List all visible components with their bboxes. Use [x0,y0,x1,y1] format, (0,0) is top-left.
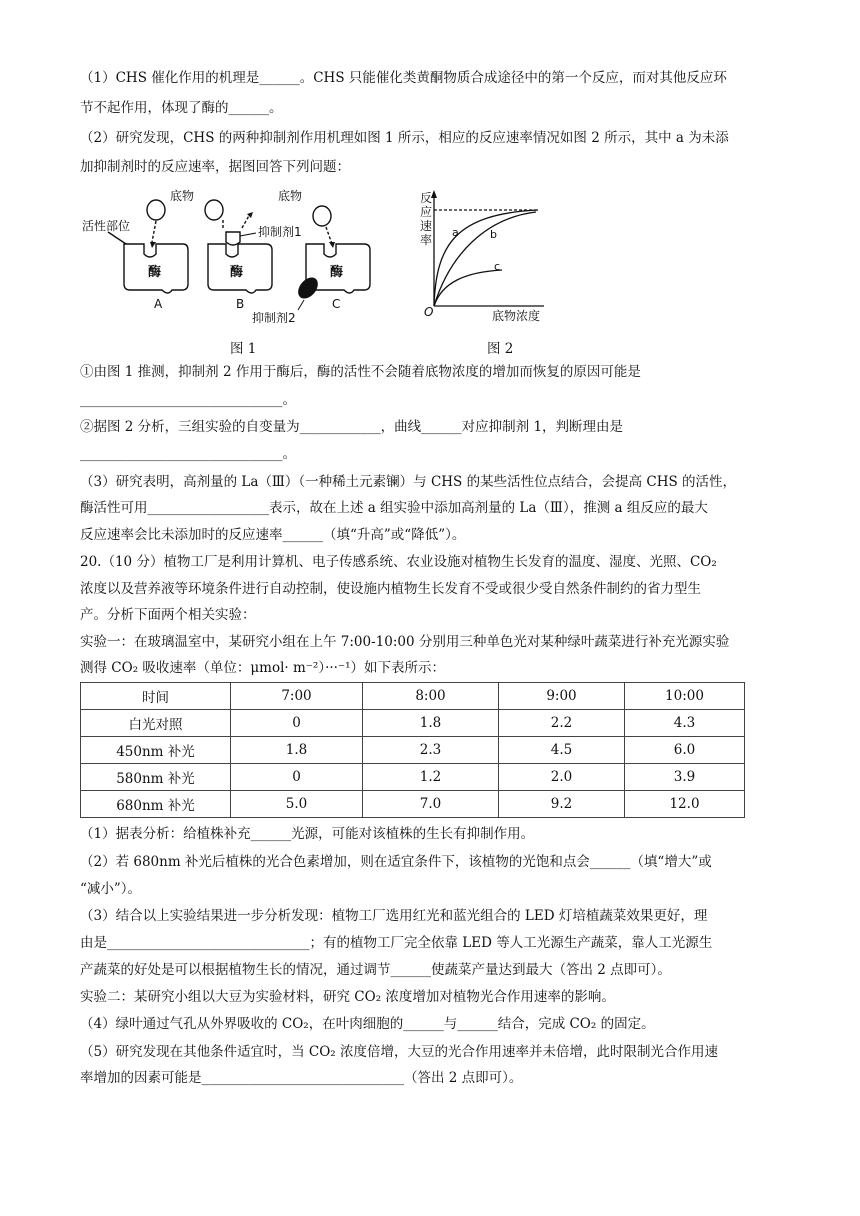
q19-part2-line2: 加抑制剂时的反应速率，据图回答下列问题： [80,159,350,175]
label-enzyme-c: 酶 [330,265,344,280]
q19-sub2-line1: ②据图 2 分析，三组实验的自变量为____________，曲线______对应抑制剂 1，判断理由是 [80,419,624,435]
q20-q2-line2: “减小”）。 [80,881,142,897]
table-cell: 2.3 [363,737,499,764]
label-inhibitor-1: 抑制剂1 [258,225,302,239]
xlabel: 底物浓度 [492,309,541,323]
table-cell: 1.8 [231,737,363,764]
q19-sub2-line2: ______________________________。 [80,446,296,462]
q20-q1: （1）据表分析：给植株补充______光源，可能对该植株的生长有抑制作用。 [80,826,535,842]
label-enzyme-b: 酶 [230,265,244,280]
substrate-c [313,206,331,226]
co2-absorption-table [80,682,745,818]
label-c: C [332,297,341,311]
figure-2-rate-graph [416,184,556,324]
curve-c [434,270,502,306]
curve-a-label: a [452,226,459,239]
table-row [81,710,745,737]
q20-q4: （4）绿叶通过气孔从外界吸收的 CO₂，在叶肉细胞的______与______结合，完成 CO₂ 的固定。 [80,1016,655,1032]
figure-2-caption: 图 2 [487,341,514,357]
table-header-row [81,683,745,710]
table-cell: 1.2 [363,764,499,791]
ylabel-char-3: 速 [420,219,433,233]
table-cell: 9.2 [499,791,625,818]
table-row-label: 白光对照 [81,710,231,737]
q19-part1-line1: （1）CHS 催化作用的机理是______。CHS 只能催化类黄酮物质合成途径中的第一个反应，而对其他反应环 [80,70,727,86]
table-row-label: 450nm 补光 [81,737,231,764]
ylabel-char-4: 率 [420,233,433,247]
table-cell: 2.2 [499,710,625,737]
inhibitor-2-shape [294,274,322,303]
q20-q5-line2: 率增加的因素可能是______________________________（答出 2 点即可）。 [80,1070,523,1086]
table-cell: 4.5 [499,737,625,764]
q20-exp2: 实验二：某研究小组以大豆为实验材料，研究 CO₂ 浓度增加对植物光合作用速率的影响。 [80,989,615,1005]
q19-part3-line2: 酶活性可用__________________表示，故在上述 a 组实验中添加高剂量的 La（Ⅲ），推测 a 组反应的最大 [80,500,708,516]
label-active-site: 活性部位 [82,219,131,233]
table-row [81,764,745,791]
table-cell: 5.0 [231,791,363,818]
q20-intro-line1: 20.（10 分）植物工厂是利用计算机、电子传感系统、农业设施对植物生长发育的温度、湿度、光照、CO₂ [80,554,717,570]
q19-sub1-line1: ①由图 1 推测，抑制剂 2 作用于酶后，酶的活性不会随着底物浓度的增加而恢复的原因可能是 [80,364,641,380]
ylabel-char-1: 反 [420,191,433,205]
table-row [81,737,745,764]
q20-exp1-line2: 测得 CO₂ 吸收速率（单位：μmol· m⁻²）···⁻¹）如下表所示： [80,660,445,676]
table-cell: 6.0 [625,737,745,764]
label-b: B [236,297,245,311]
table-header-cell: 7:00 [231,683,363,710]
q19-part1-line2: 节不起作用，体现了酶的______。 [80,100,283,116]
q19-part3-line1: （3）研究表明，高剂量的 La（Ⅲ）（一种稀土元素镧）与 CHS 的某些活性位点结合，会提高 CHS 的活性， [80,474,737,490]
q20-intro-line3: 产。分析下面两个相关实验： [80,607,256,623]
q20-intro-line2: 浓度以及营养液等环境条件进行自动控制，使设施内植物生长发育不受或很少受自然条件制约的省力型生 [80,581,701,597]
label-enzyme-a: 酶 [148,265,162,280]
table-header-cell: 时间 [81,683,231,710]
label-substrate-1: 底物 [170,189,195,203]
q19-sub1-line2: ______________________________。 [80,392,296,408]
label-inhibitor-2: 抑制剂2 [252,311,296,325]
q19-part2-line1: （2）研究发现，CHS 的两种抑制剂作用机理如图 1 所示，相应的反应速率情况如图 2 所示，其中 a 为未添 [80,130,729,146]
q20-exp1-line1: 实验一：在玻璃温室中，某研究小组在上午 7:00-10:00 分别用三种单色光对某种绿叶蔬菜进行补充光源实验 [80,634,730,650]
label-a: A [154,297,163,311]
substrate-b1 [205,200,223,220]
table-cell: 2.0 [499,764,625,791]
table-header-cell: 8:00 [363,683,499,710]
substrate-a [147,200,165,220]
table-row-label: 580nm 补光 [81,764,231,791]
table-cell: 4.3 [625,710,745,737]
table-row-label: 680nm 补光 [81,791,231,818]
table-cell: 1.8 [363,710,499,737]
curve-b-label: b [490,228,497,241]
table-header-cell: 10:00 [625,683,745,710]
table-cell: 12.0 [625,791,745,818]
inhibitor-1-shape [226,232,240,245]
table-cell: 0 [231,710,363,737]
table-header-cell: 9:00 [499,683,625,710]
q20-q2-line1: （2）若 680nm 补光后植株的光合色素增加，则在适宜条件下，该植物的光饱和点会______（填“增大”或 [80,854,712,870]
origin-label: O [424,305,434,319]
q20-q3-line3: 产蔬菜的好处是可以根据植物生长的情况，通过调节______使蔬菜产量达到最大（答出 2 点即可）。 [80,962,671,978]
curve-c-label: c [494,260,501,273]
figure-1-caption: 图 1 [230,341,257,357]
q19-part3-line3: 反应速率会比未添加时的反应速率______（填“升高”或“降低”）。 [80,527,466,543]
q20-q3-line2: 由是______________________________；有的植物工厂完全依靠 LED 等人工光源生产蔬菜，靠人工光源生 [80,935,713,951]
figure-1-enzyme-diagram [80,184,390,336]
table-cell: 3.9 [625,764,745,791]
table-cell: 7.0 [363,791,499,818]
q20-q5-line1: （5）研究发现在其他条件适宜时，当 CO₂ 浓度倍增，大豆的光合作用速率并未倍增，此时限制光合作用速 [80,1044,718,1060]
ylabel-char-2: 应 [420,205,433,219]
table-row [81,791,745,818]
curve-a [434,210,538,306]
q20-q3-line1: （3）结合以上实验结果进一步分析发现：植物工厂选用红光和蓝光组合的 LED 灯培植蔬菜效果更好，理 [80,908,708,924]
curve-b [434,212,536,306]
table-cell: 0 [231,764,363,791]
label-substrate-2: 底物 [278,189,303,203]
